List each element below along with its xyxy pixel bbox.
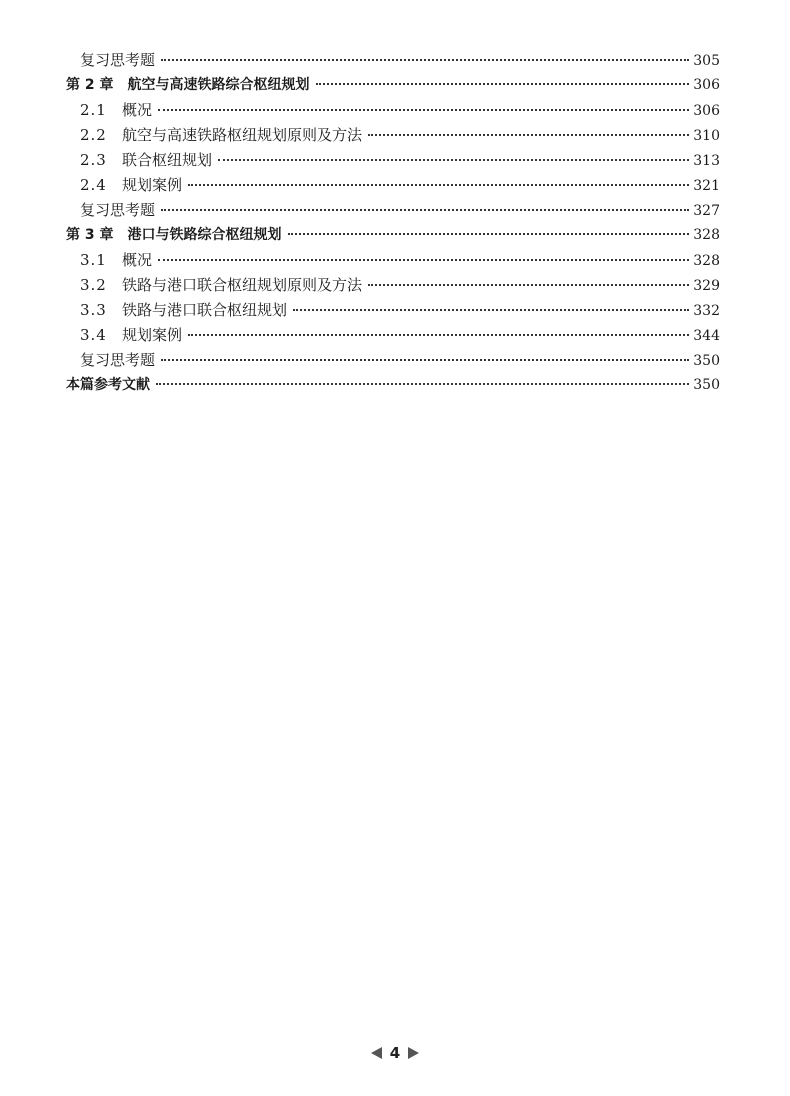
triangle-right-icon xyxy=(408,1047,419,1059)
section-number: 2.2 xyxy=(80,126,107,144)
dot-leader xyxy=(161,59,689,61)
toc-chapter-3[interactable] xyxy=(66,223,720,248)
toc-entry-page: 350 xyxy=(693,377,720,393)
toc-section-3-3[interactable] xyxy=(66,298,720,323)
section-title: 铁路与港口联合枢纽规划 xyxy=(122,301,288,319)
section-number: 2.4 xyxy=(80,176,107,194)
dot-leader xyxy=(161,209,689,211)
dot-leader xyxy=(316,83,690,85)
toc-chapter-2[interactable] xyxy=(66,73,720,98)
section-title: 概况 xyxy=(122,101,153,119)
section-title: 航空与高速铁路枢纽规划原则及方法 xyxy=(122,126,363,144)
section-title: 铁路与港口联合枢纽规划原则及方法 xyxy=(122,276,363,294)
toc-entry-page: 344 xyxy=(693,328,720,344)
dot-leader xyxy=(188,184,689,186)
toc-entry-page: 306 xyxy=(693,77,720,93)
dot-leader xyxy=(161,359,689,361)
toc-entry-page: 328 xyxy=(693,227,720,243)
toc-entry-page: 305 xyxy=(693,53,720,69)
toc-section-3-2[interactable] xyxy=(66,273,720,298)
table-of-contents xyxy=(66,48,720,398)
toc-entry-title: 复习思考题 xyxy=(80,351,156,369)
toc-entry-references[interactable] xyxy=(66,373,720,398)
chapter-title: 航空与高速铁路综合枢纽规划 xyxy=(127,77,310,93)
dot-leader xyxy=(368,134,689,136)
triangle-left-icon xyxy=(371,1047,382,1059)
toc-section-2-2[interactable] xyxy=(66,123,720,148)
dot-leader xyxy=(218,159,689,161)
toc-entry-page: 310 xyxy=(693,128,720,144)
toc-section-3-4[interactable] xyxy=(66,323,720,348)
toc-entry-page: 328 xyxy=(693,253,720,269)
section-number: 2.1 xyxy=(80,101,107,119)
references-title: 本篇参考文献 xyxy=(66,377,150,393)
toc-entry-page: 329 xyxy=(693,278,720,294)
toc-section-2-3[interactable] xyxy=(66,148,720,173)
chapter-number: 第 3 章 xyxy=(66,227,114,243)
toc-entry-page: 306 xyxy=(693,103,720,119)
section-number: 3.1 xyxy=(80,251,107,269)
toc-entry-page: 327 xyxy=(693,203,720,219)
page-footer xyxy=(0,1044,790,1062)
toc-section-2-4[interactable] xyxy=(66,173,720,198)
section-title: 概况 xyxy=(122,251,153,269)
toc-entry-page: 313 xyxy=(693,153,720,169)
toc-entry-title: 复习思考题 xyxy=(80,201,156,219)
toc-entry-title: 复习思考题 xyxy=(80,51,156,69)
toc-section-3-1[interactable] xyxy=(66,248,720,273)
chapter-title: 港口与铁路综合枢纽规划 xyxy=(127,227,282,243)
section-title: 规划案例 xyxy=(122,326,183,344)
dot-leader xyxy=(188,334,689,336)
section-title: 规划案例 xyxy=(122,176,183,194)
toc-entry-review-questions[interactable] xyxy=(66,348,720,373)
toc-section-2-1[interactable] xyxy=(66,98,720,123)
dot-leader xyxy=(156,383,689,385)
toc-entry-page: 350 xyxy=(693,353,720,369)
section-number: 2.3 xyxy=(80,151,107,169)
dot-leader xyxy=(293,309,689,311)
dot-leader xyxy=(158,259,689,261)
dot-leader xyxy=(368,284,689,286)
toc-entry-page: 332 xyxy=(693,303,720,319)
toc-entry-review-questions[interactable] xyxy=(66,48,720,73)
toc-entry-page: 321 xyxy=(693,178,720,194)
section-title: 联合枢纽规划 xyxy=(122,151,213,169)
chapter-number: 第 2 章 xyxy=(66,77,114,93)
dot-leader xyxy=(158,109,689,111)
section-number: 3.2 xyxy=(80,276,107,294)
toc-entry-review-questions[interactable] xyxy=(66,198,720,223)
section-number: 3.4 xyxy=(80,326,107,344)
dot-leader xyxy=(288,233,690,235)
page-number: 4 xyxy=(389,1044,401,1062)
section-number: 3.3 xyxy=(80,301,107,319)
